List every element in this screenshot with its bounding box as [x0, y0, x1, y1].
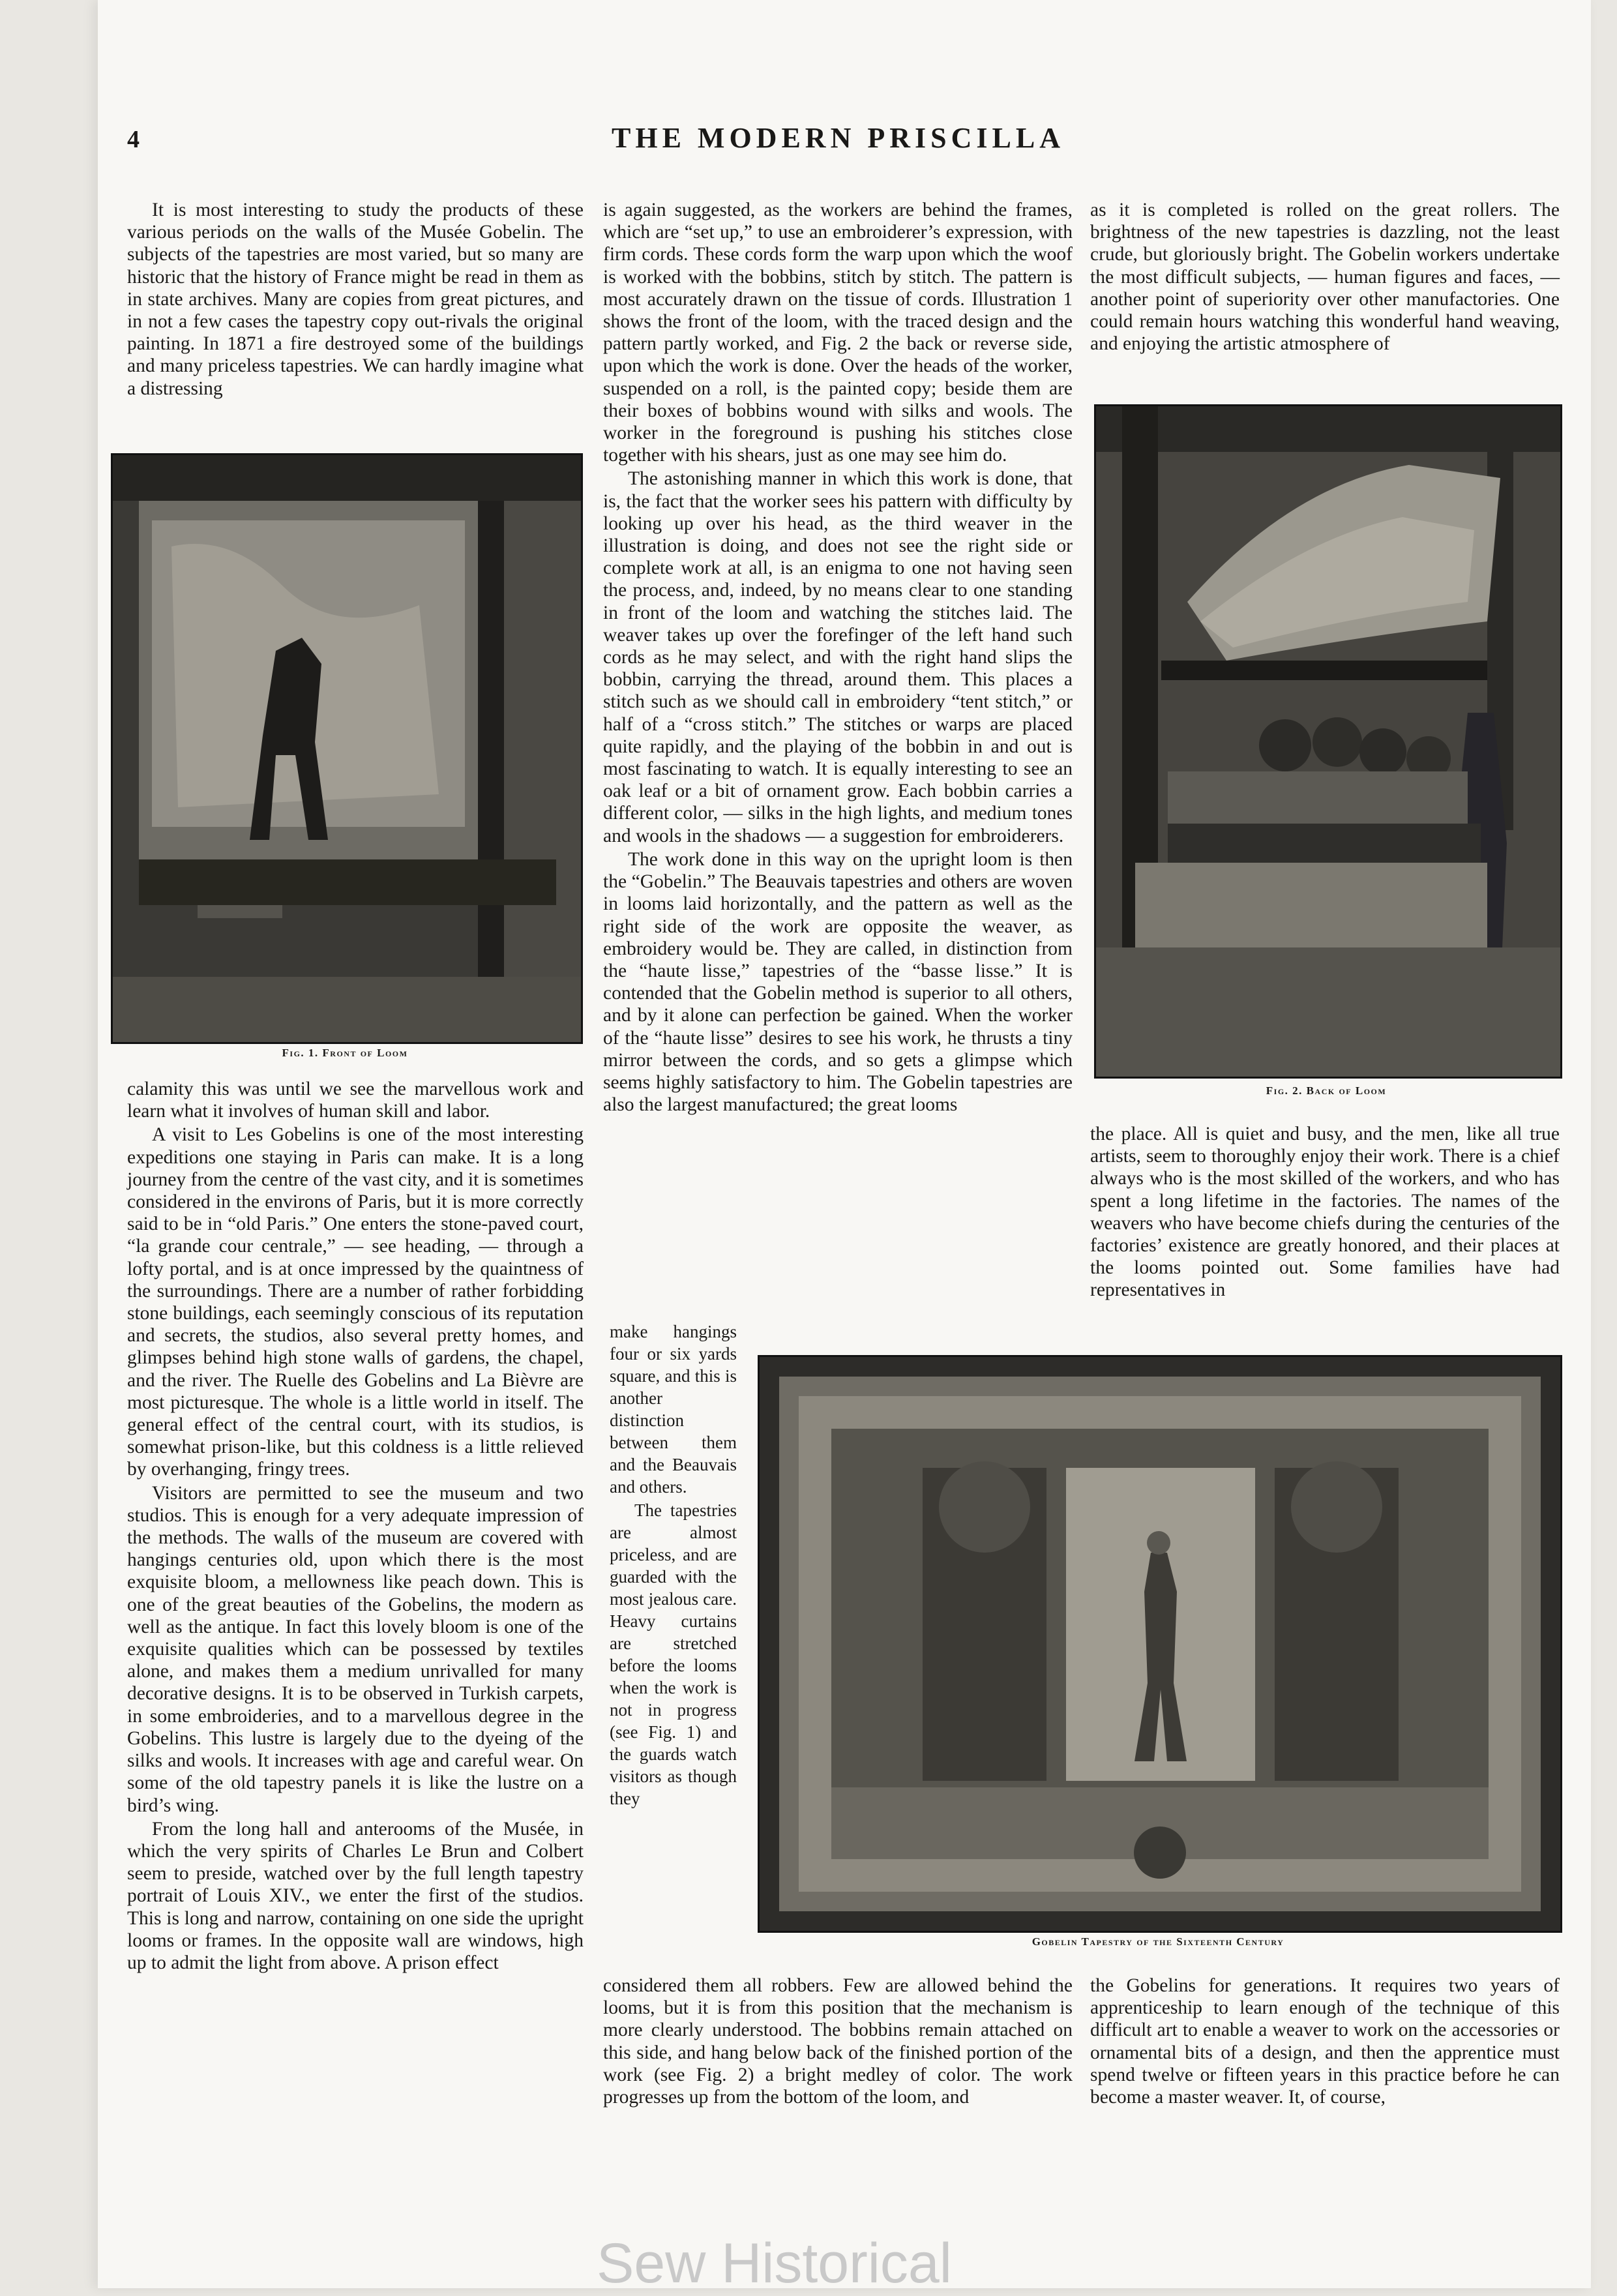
paragraph: make hangings four or six yards square, and this is another distinction between them and the Beauvais and others. — [610, 1322, 737, 1497]
tapestry-illustration — [760, 1357, 1560, 1931]
watermark: Sew Historical — [597, 2232, 952, 2295]
paragraph: calamity this was until we see the marvellous work and learn what it involves of human skill and labor. — [127, 1079, 584, 1122]
figure-caption: Gobelin Tapestry of the Sixteenth Century — [1031, 1935, 1284, 1948]
paragraph: It is most interesting to study the products of these various periods on the walls of the Musée Gobelin. The subjects of the tapestries are most varied, but so many are historic that the history of France might be read in them as in state archives. Many are copies from great pictures, and in not a few cases the tapestry copy out-rivals the original painting. In 1871 a fire destroyed some of the buildings and many priceless tapestries. We can hardly imagine what a distressing — [127, 200, 584, 399]
paragraph: the place. All is quiet and busy, and the men, like all true artists, seem to thoroughly enjoy their work. There is a chief always who is the most skilled of the workers, and who has spent a long lifetime in the factories. The names of the weavers who have become chiefs during the centuries of the factories’ existence are greatly honored, and their places at the looms pointed out. Some families have had representatives in — [1090, 1124, 1560, 1301]
figure-front-of-loom — [111, 453, 583, 1044]
paragraph: The astonishing manner in which this work is done, that is, the fact that the worker sees his pattern with difficulty by looking up over his head, as the third weaver in the illustration is doing, and does not see the right side or complete work at all, is an enigma to one not having seen the process, and, indeed, by no means clear to one standing in front of the loom and watching the stitches laid. The weaver takes up over the forefinger of the left hand such cords as he may select, and with the right hand slips the bobbin, carrying the thread, around them. This places a stitch such as we should call in embroidery “tent stitch,” or half of a “cross stitch.” The stitches or warps are placed quite rapidly, and the playing of the bobbin in and out is most fascinating to watch. It is equally interesting to see an oak leaf or a bit of ornament grow. Each bobbin carries a different color, — silks in the high lights, and medium tones and wools in the shadows — a suggestion for embroiderers. — [603, 468, 1073, 846]
loom-front-illustration — [113, 455, 581, 1042]
bottom-middle-column — [603, 1975, 1073, 2108]
figure-caption: Fig. 1. Front of Loom — [282, 1047, 408, 1059]
loom-back-illustration — [1096, 406, 1560, 1077]
figure-gobelin-tapestry — [758, 1355, 1562, 1933]
left-column-top — [127, 199, 584, 400]
right-column-top — [1090, 199, 1560, 355]
paragraph: considered them all robbers. Few are allowed behind the looms, but it is from this position that the mechanism is more clearly understood. The bobbins remain attached on this side, and hang below back of the finished portion of the work (see Fig. 2) a bright medley of color. The work progresses up from the bottom of the loom, and — [603, 1975, 1073, 2108]
left-column-bottom — [127, 1078, 584, 1974]
running-head-title: THE MODERN PRISCILLA — [612, 122, 1065, 154]
paragraph: Visitors are permitted to see the museum and two studios. This is enough for a very adequate impression of the methods. The walls of the museum are covered with hangings centuries old, upon which there is the most exquisite bloom, a mellowness like peach down. This is one of the great beauties of the Gobelins, the modern as well as the antique. In fact this lovely bloom is one of the exquisite qualities which can be possessed by textiles alone, and makes them a medium unrivalled for many decorative designs. It is to be observed in Turkish carpets, in some embroideries, and to a marvellous degree in the Gobelins. This lustre is largely due to the dyeing of the silks and wools. It increases with age and careful wear. On some of the old tapestry panels it is like the lustre on a bird’s wing. — [127, 1482, 584, 1816]
middle-column — [603, 199, 1073, 1116]
figure-caption: Fig. 2. Back of Loom — [1266, 1084, 1387, 1097]
paragraph: the Gobelins for generations. It requires two years of apprenticeship to learn enough of the technique of this difficult art to enable a weaver to work on the accessories or ornamental bits of a design, and then the apprentice must spend twelve or fifteen years in this practice before he can become a master weaver. It, of course, — [1090, 1975, 1560, 2108]
paragraph: From the long hall and anterooms of the Musée, in which the very spirits of Charles Le Brun and Colbert seem to preside, watched over by the full length tapestry portrait of Louis XIV., we enter the first of the studios. This is long and narrow, containing on one side the upright looms or frames. In the opposite wall are windows, high up to admit the light from above. A prison effect — [127, 1818, 584, 1973]
paragraph: as it is completed is rolled on the great rollers. The brightness of the new tapestries is dazzling, not the least crude, but gloriously bright. The Gobelin workers undertake the most difficult subjects, — human figures and faces, — another point of superiority over other manufactories. One could remain hours watching this wonderful hand weaving, and enjoying the artistic atmosphere of — [1090, 200, 1560, 355]
paragraph: A visit to Les Gobelins is one of the most interesting expeditions one staying in Paris can make. It is a long journey from the centre of the vast city, and it is sometimes considered in the environs of Paris, but it is more correctly said to be in “old Paris.” One enters the stone-paved court, “la grande cour centrale,” — see heading, — through a lofty portal, and is at once impressed by the quaintness of the surroundings. There are a number of rather forbidding stone buildings, each seemingly conscious of its reputation and secrets, the studios, also several pretty homes, and glimpses behind high stone walls of gardens, the chapel, and the river. The Ruelle des Gobelins and La Bièvre are most picturesque. The whole is a little world in itself. The general effect of the central court, with its studios, is somewhat prison-like, but this coldness is a little relieved by overhanging, fringy trees. — [127, 1124, 584, 1480]
paragraph: is again suggested, as the workers are behind the frames, which are “set up,” to use an embroiderer’s expression, with firm cords. These cords form the warp upon which the woof is worked with the bobbins, stitch by stitch. The pattern is most accurately drawn on the tissue of cords. Illustration 1 shows the front of the loom, with the traced design and the pattern partly worked, and Fig. 2 the back or reverse side, upon which the work is done. Over the heads of the worker, suspended on a roll, is the painted copy; beside them are their boxes of bobbins wound with silks and wools. The worker in the foreground is pushing his stitches close together with his shears, just as one may see him do. — [603, 200, 1073, 466]
right-column-mid — [1090, 1123, 1560, 1302]
figure-back-of-loom — [1094, 404, 1562, 1079]
paragraph: The tapestries are almost priceless, and are guarded with the most jealous care. Heavy curtains are stretched before the looms when the work is not in progress (see Fig. 1) and the guards watch visitors as though they — [610, 1500, 737, 1808]
page-number: 4 — [127, 126, 140, 153]
bottom-right-column — [1090, 1975, 1560, 2108]
paragraph: The work done in this way on the upright loom is then the “Gobelin.” The Beauvais tapestries and others are woven in looms laid horizontally, and the pattern as well as the right side of the work are opposite the weaver, as embroidery would be. They are called, in distinction from the “haute lisse,” tapestries of the “basse lisse.” It is contended that the Gobelin method is superior to all others, and by it alone can perfection be gained. When the worker of the “haute lisse” desires to see his work, he thrusts a tiny mirror between the cords, and so gets a glimpse which seems highly satisfactory to him. The Gobelin tapestries are also the largest manufactured; the great looms — [603, 848, 1073, 1116]
middle-narrow-column — [610, 1320, 737, 1810]
